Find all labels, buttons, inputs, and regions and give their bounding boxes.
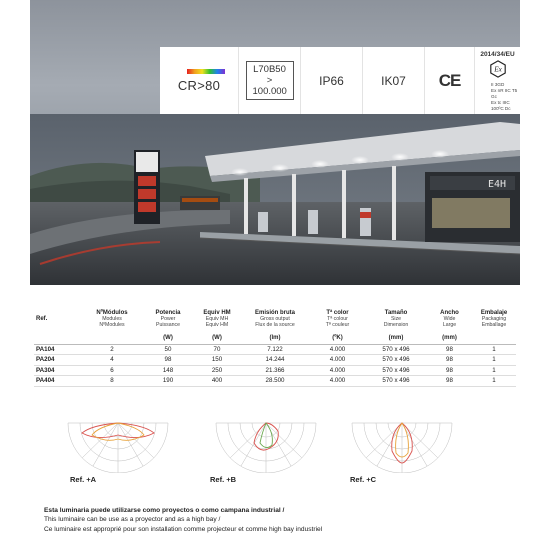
header-sub: Modules bbox=[102, 315, 122, 322]
atex-line-2: Ex nR IIC T5 Gc bbox=[491, 88, 518, 99]
atex-badge bbox=[474, 47, 520, 114]
table-cell: 6 bbox=[82, 365, 142, 376]
diagram-ref-c: Ref. +C bbox=[350, 475, 377, 484]
header-main: Embalaje bbox=[480, 309, 508, 316]
header-main: Tª color bbox=[326, 309, 349, 316]
table-row bbox=[34, 344, 516, 355]
table-cell: 570 x 496 bbox=[365, 365, 427, 376]
header-sub: Packaging bbox=[481, 315, 507, 322]
table-cell: 98 bbox=[427, 355, 472, 366]
table-cell: 2 bbox=[82, 344, 142, 355]
header-main: Potencia bbox=[155, 309, 181, 316]
header-sub: Equiv MH bbox=[205, 315, 229, 322]
table-cell: 4.000 bbox=[310, 376, 365, 387]
table-cell: 570 x 496 bbox=[365, 376, 427, 387]
product-spec-table bbox=[34, 305, 516, 387]
table-cell: PA104 bbox=[34, 344, 82, 355]
table-cell: PA204 bbox=[34, 355, 82, 366]
unit-cell bbox=[34, 333, 82, 344]
usage-note-es: Esta luminaria puede utilizarse como proyectos o como campana industrial / bbox=[44, 507, 285, 514]
table-cell: 570 x 496 bbox=[365, 355, 427, 366]
table-cell: 21.366 bbox=[240, 365, 310, 376]
unit-cell: (W) bbox=[142, 333, 194, 344]
photometric-diagram-a bbox=[62, 413, 174, 484]
header-main: Emisión bruta bbox=[254, 309, 295, 316]
cri-label: CR>80 bbox=[177, 77, 221, 93]
unit-cell: (ºK) bbox=[310, 333, 365, 344]
atex-block bbox=[475, 51, 520, 112]
table-cell: PA304 bbox=[34, 365, 82, 376]
lifetime-badge bbox=[238, 47, 300, 114]
ik-badge bbox=[362, 47, 424, 114]
unit-cell: (mm) bbox=[427, 333, 472, 344]
header-sub: Size bbox=[390, 315, 402, 322]
atex-line-1: II 3GD bbox=[491, 82, 505, 87]
ce-mark-icon: CE bbox=[438, 70, 461, 90]
table-cell: 1 bbox=[472, 365, 516, 376]
table-cell: 50 bbox=[142, 344, 194, 355]
header-modules bbox=[82, 305, 142, 333]
header-packaging bbox=[472, 305, 516, 333]
table-cell: 70 bbox=[194, 344, 240, 355]
hero-banner bbox=[30, 0, 520, 285]
lifetime-box bbox=[246, 61, 294, 100]
gas-station-photo bbox=[30, 114, 520, 285]
header-main: Ancho bbox=[440, 309, 459, 316]
table-cell: 98 bbox=[427, 376, 472, 387]
header-sub: Emballage bbox=[481, 322, 507, 328]
polar-grid-b bbox=[210, 413, 322, 473]
table-cell: 4.000 bbox=[310, 355, 365, 366]
table-cell: 7.122 bbox=[240, 344, 310, 355]
table-row bbox=[34, 365, 516, 376]
unit-cell: (lm) bbox=[240, 333, 310, 344]
header-equiv-hm bbox=[194, 305, 240, 333]
diagram-ref-a: Ref. +A bbox=[70, 475, 97, 484]
table-cell: 28.500 bbox=[240, 376, 310, 387]
header-sub: Equiv HM bbox=[205, 322, 229, 328]
lifetime-line-1: L70B50 bbox=[253, 64, 286, 75]
table-cell: 4 bbox=[82, 355, 142, 366]
atex-line-3: Ex tc IIIC 100ºC Dc bbox=[491, 100, 511, 111]
usage-note bbox=[44, 506, 514, 534]
header-sub: Flux de la source bbox=[255, 322, 295, 328]
header-sub: Tª couleur bbox=[325, 322, 350, 328]
table-cell: 150 bbox=[194, 355, 240, 366]
svg-text:Ex: Ex bbox=[493, 65, 502, 74]
table-cell: 14.244 bbox=[240, 355, 310, 366]
ex-hexagon-icon bbox=[489, 60, 507, 78]
table-cell: 1 bbox=[472, 355, 516, 366]
header-size bbox=[365, 305, 427, 333]
table-cell: 190 bbox=[142, 376, 194, 387]
table-cell: 98 bbox=[427, 344, 472, 355]
header-ref: Ref. bbox=[36, 316, 48, 322]
ip-label: IP66 bbox=[319, 73, 344, 88]
header-sub: Dimension bbox=[383, 322, 409, 328]
header-sub: Wide bbox=[443, 315, 456, 322]
table-units-row bbox=[34, 333, 516, 344]
table-cell: 98 bbox=[142, 355, 194, 366]
cri-badge bbox=[160, 47, 238, 114]
unit-cell bbox=[472, 333, 516, 344]
unit-cell: (W) bbox=[194, 333, 240, 344]
atex-directive: 2014/34/EU bbox=[480, 51, 515, 58]
table-row bbox=[34, 376, 516, 387]
table-cell: 400 bbox=[194, 376, 240, 387]
header-sub: NºModules bbox=[99, 322, 125, 328]
header-main: Equiv HM bbox=[203, 309, 231, 316]
header-sub: Puissance bbox=[156, 322, 180, 328]
header-main: Tamaño bbox=[384, 309, 408, 316]
table-cell: 1 bbox=[472, 376, 516, 387]
table-cell: 8 bbox=[82, 376, 142, 387]
polar-grid-c bbox=[346, 413, 458, 473]
lifetime-line-3: 100.000 bbox=[252, 86, 287, 97]
station-sign: E4H bbox=[488, 179, 507, 190]
usage-note-en: This luminaire can be use as a proyector and as a high bay / bbox=[44, 516, 221, 524]
spec-icons-band bbox=[160, 47, 520, 114]
table-cell: 148 bbox=[142, 365, 194, 376]
lifetime-line-2: > bbox=[266, 75, 273, 86]
ik-label: IK07 bbox=[381, 73, 406, 88]
header-power bbox=[142, 305, 194, 333]
table-header-row bbox=[34, 305, 516, 333]
polar-grid-a bbox=[62, 413, 174, 473]
table-cell: 4.000 bbox=[310, 344, 365, 355]
header-wide bbox=[427, 305, 472, 333]
photometric-diagram-b bbox=[210, 413, 322, 484]
diagram-ref-b: Ref. +B bbox=[210, 475, 237, 484]
table-row bbox=[34, 355, 516, 366]
header-main: NºMódulos bbox=[96, 309, 128, 316]
usage-note-fr: Ce luminaire est approprié pour son installation comme projecteur et comme high bay industriel bbox=[44, 525, 323, 533]
ce-badge bbox=[424, 47, 474, 114]
header-sub: Large bbox=[442, 322, 457, 328]
unit-cell: (mm) bbox=[365, 333, 427, 344]
header-colour-temp bbox=[310, 305, 365, 333]
ip-badge bbox=[300, 47, 362, 114]
table-cell: 570 x 496 bbox=[365, 344, 427, 355]
gas-station-illustration bbox=[30, 114, 520, 285]
header-sub: Power bbox=[160, 315, 176, 322]
header-gross-output bbox=[240, 305, 310, 333]
table-cell: 250 bbox=[194, 365, 240, 376]
unit-cell bbox=[82, 333, 142, 344]
header-sub: Tª colour bbox=[327, 315, 348, 322]
table-cell: 98 bbox=[427, 365, 472, 376]
table-cell: 4.000 bbox=[310, 365, 365, 376]
table-cell: PA404 bbox=[34, 376, 82, 387]
header-sub: Gross output bbox=[260, 315, 290, 322]
table-cell: 1 bbox=[472, 344, 516, 355]
color-spectrum-icon bbox=[187, 69, 225, 74]
photometric-diagram-c bbox=[346, 413, 458, 484]
